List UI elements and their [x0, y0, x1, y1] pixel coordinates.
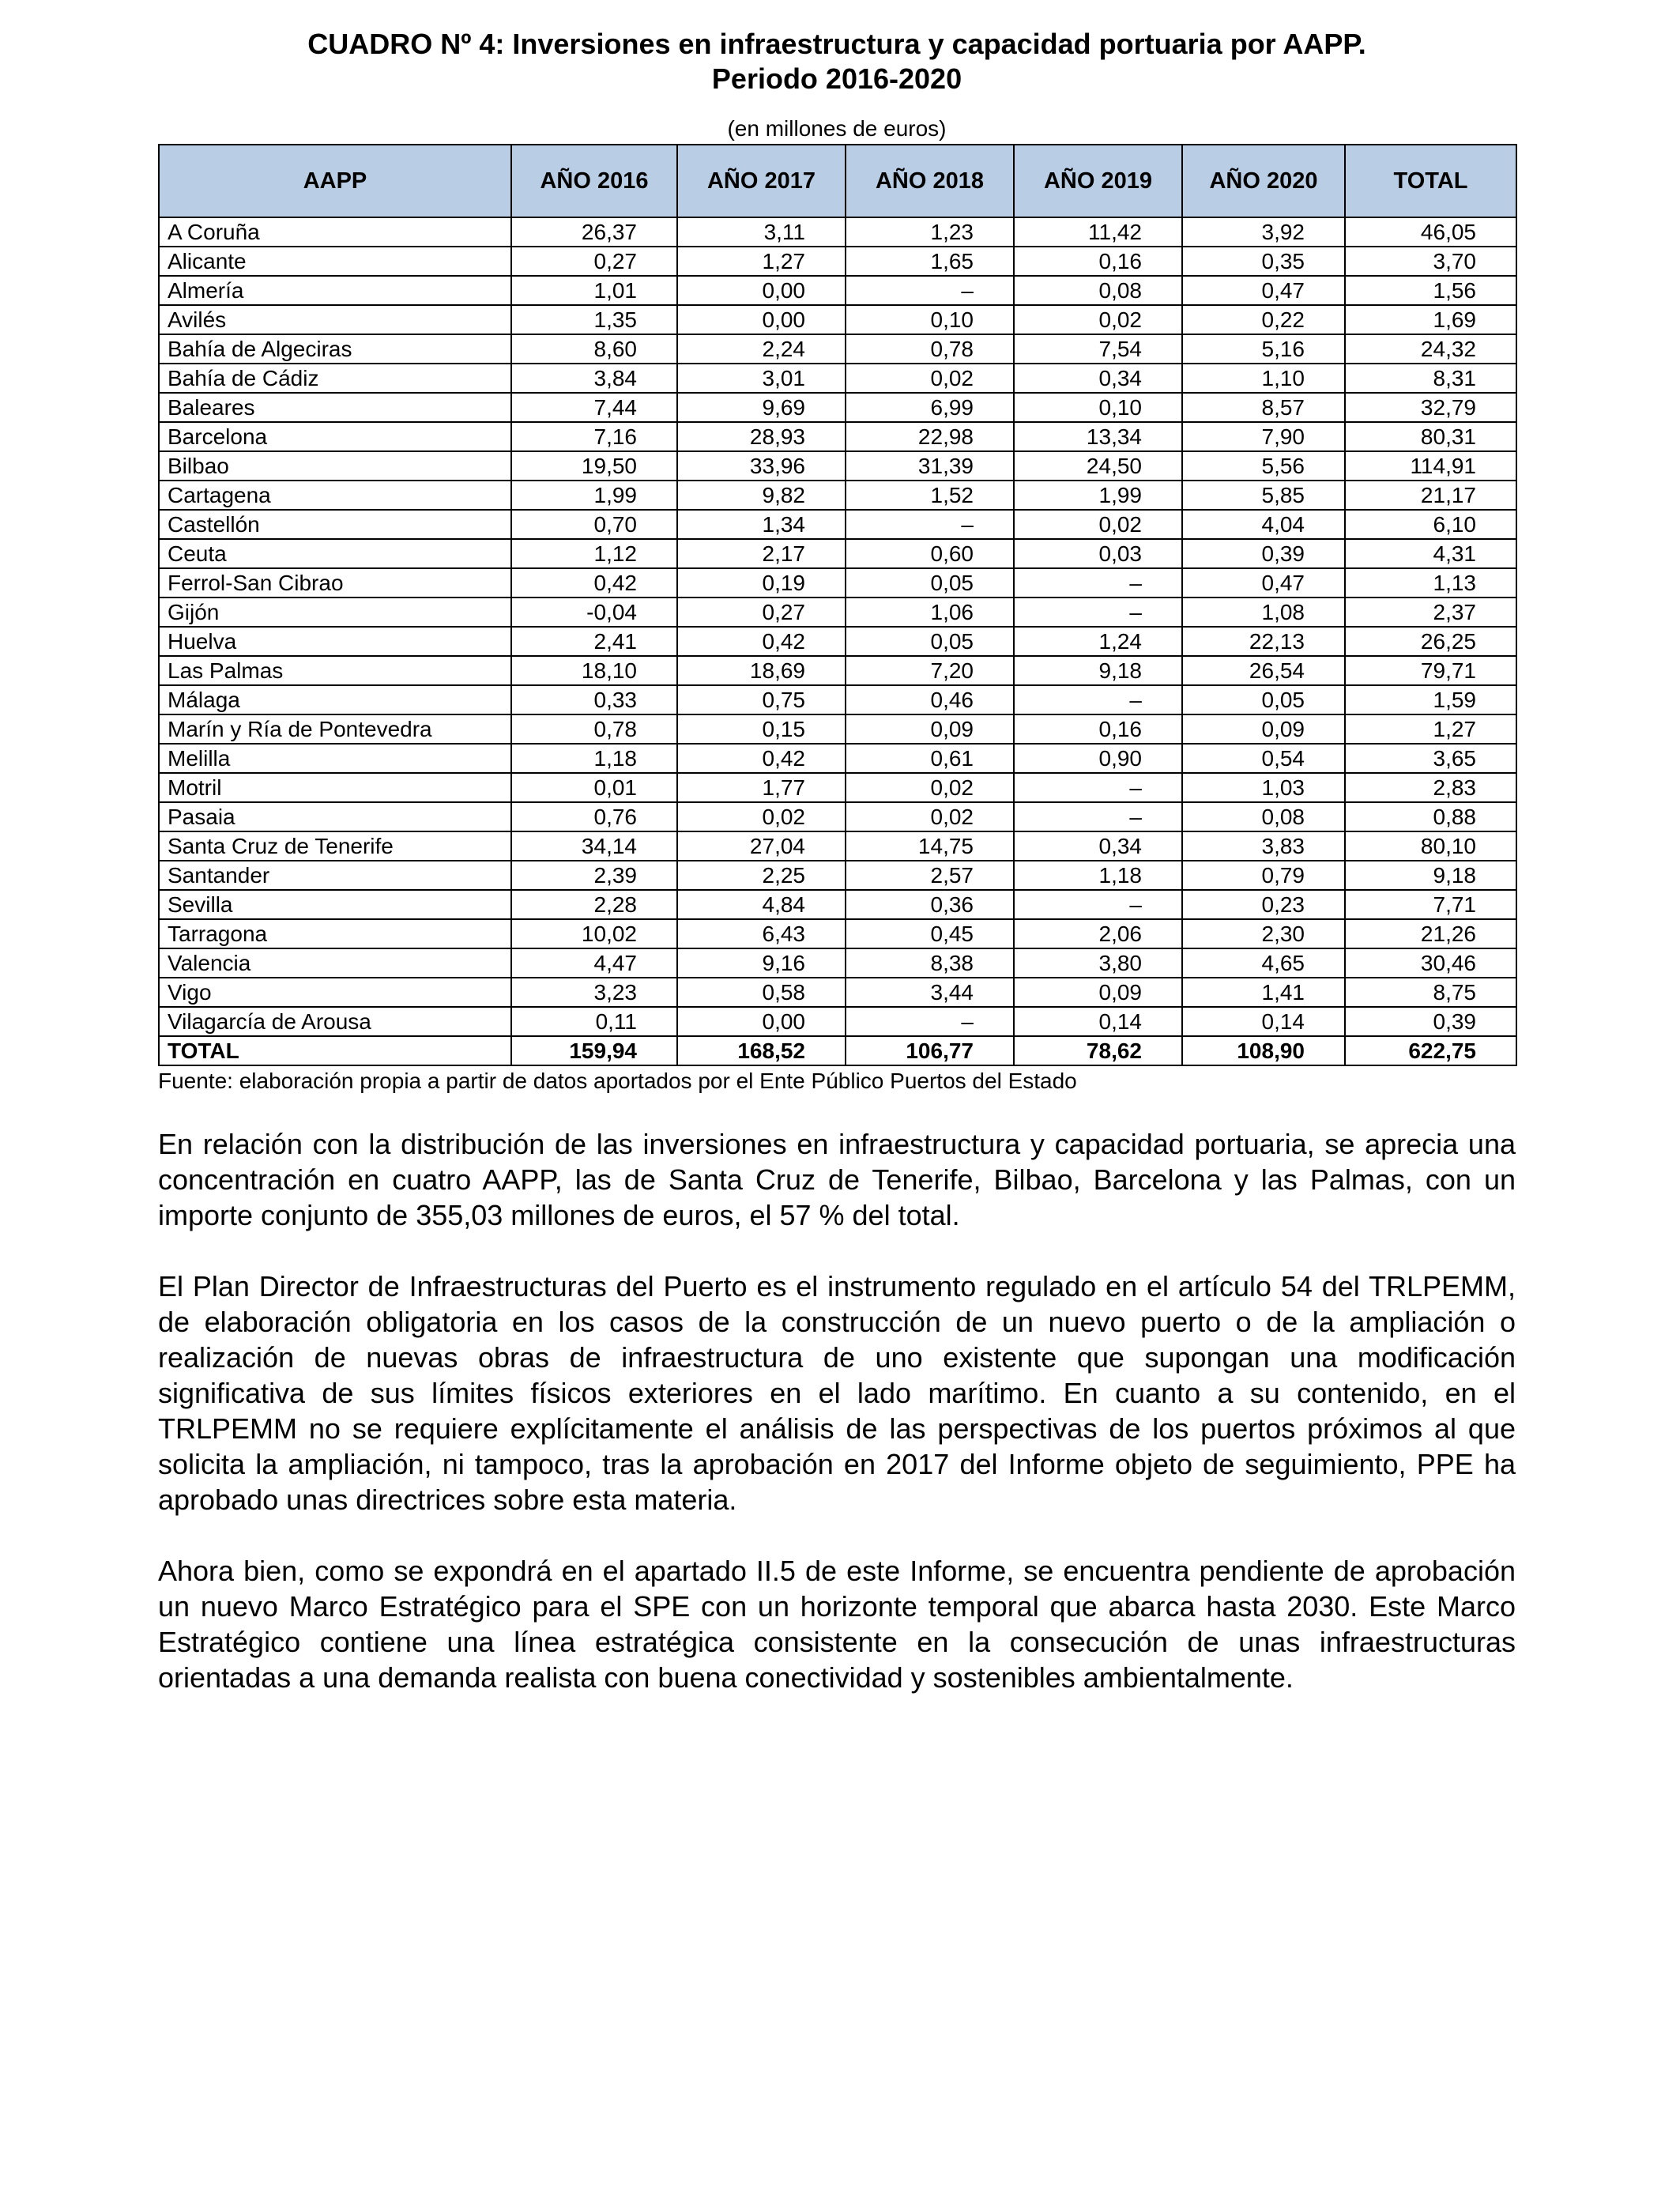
paragraph-3: Ahora bien, como se expondrá en el apartado II.5 de este Informe, se encuentra pendiente de aprobación un nuevo Marco Estratégico para el SPE con un horizonte temporal que abarca hasta 2030. Este Marco Estratégico contiene una línea estratégica consistente en la consecución de unas infraestructuras orientadas a una demanda realista con buena conectividad y sostenibles ambientalmente. [158, 1555, 1516, 1694]
table-row [159, 364, 1516, 393]
table-cell-value: 0,46 [846, 685, 1014, 714]
table-cell-value: 3,80 [1014, 948, 1182, 978]
table-cell-value: 26,37 [511, 217, 677, 247]
table-cell-value: 2,41 [511, 627, 677, 656]
table-row [159, 978, 1516, 1007]
port-authority-name: Alicante [159, 247, 511, 276]
table-cell-value: 5,56 [1182, 451, 1345, 481]
table-cell-value: 4,65 [1182, 948, 1345, 978]
table-cell-value: 1,59 [1345, 685, 1516, 714]
port-authority-name: Huelva [159, 627, 511, 656]
table-cell-value: 0,02 [677, 802, 846, 831]
table-cell-value: 0,78 [846, 334, 1014, 364]
port-authority-name: Santa Cruz de Tenerife [159, 831, 511, 861]
table-cell-value: 8,38 [846, 948, 1014, 978]
table-cell-value: 0,45 [846, 919, 1014, 948]
table-cell-value: 2,17 [677, 539, 846, 568]
port-authority-name: Málaga [159, 685, 511, 714]
table-cell-value: 0,23 [1182, 890, 1345, 919]
table-cell-value: – [846, 276, 1014, 305]
table-cell-value: 0,16 [1014, 247, 1182, 276]
total-value: 78,62 [1014, 1036, 1182, 1065]
table-cell-value: 3,84 [511, 364, 677, 393]
table-cell-value: 0,34 [1014, 831, 1182, 861]
paragraph-1: En relación con la distribución de las inversiones en infraestructura y capacidad portuaria, se aprecia una concentración en cuatro AAPP, las de Santa Cruz de Tenerife, Bilbao, Barcelona y las Palmas, con un importe conjunto de 355,03 millones de euros, el 57 % del total. [158, 1128, 1516, 1231]
table-cell-value: 1,41 [1182, 978, 1345, 1007]
table-cell-value: 0,42 [677, 627, 846, 656]
table-cell-value: 1,01 [511, 276, 677, 305]
table-row [159, 627, 1516, 656]
total-label: TOTAL [159, 1036, 511, 1065]
table-cell-value: – [1014, 802, 1182, 831]
table-cell-value: 7,54 [1014, 334, 1182, 364]
table-cell-value: 1,52 [846, 481, 1014, 510]
table-cell-value: 0,27 [677, 598, 846, 627]
table-cell-value: 0,90 [1014, 744, 1182, 773]
table-cell-value: 0,05 [846, 627, 1014, 656]
table-row [159, 334, 1516, 364]
table-cell-value: 79,71 [1345, 656, 1516, 685]
table-cell-value: 0,03 [1014, 539, 1182, 568]
port-authority-name: Ceuta [159, 539, 511, 568]
table-row [159, 510, 1516, 539]
table-row [159, 481, 1516, 510]
table-cell-value: 9,82 [677, 481, 846, 510]
table-row [159, 890, 1516, 919]
table-cell-value: 1,08 [1182, 598, 1345, 627]
table-cell-value: 0,02 [846, 773, 1014, 802]
table-cell-value: 2,83 [1345, 773, 1516, 802]
table-cell-value: 0,27 [511, 247, 677, 276]
table-cell-value: 13,34 [1014, 422, 1182, 451]
port-authority-name: Vigo [159, 978, 511, 1007]
table-cell-value: 8,31 [1345, 364, 1516, 393]
table-cell-value: 22,98 [846, 422, 1014, 451]
table-cell-value: 3,65 [1345, 744, 1516, 773]
table-cell-value: 9,18 [1345, 861, 1516, 890]
table-header-row [159, 145, 1516, 217]
table-cell-value: 19,50 [511, 451, 677, 481]
table-cell-value: 0,42 [677, 744, 846, 773]
table-row [159, 1007, 1516, 1036]
table-cell-value: 8,60 [511, 334, 677, 364]
table-row [159, 948, 1516, 978]
column-header: TOTAL [1345, 145, 1516, 217]
table-title [158, 27, 1516, 96]
table-cell-value: 4,04 [1182, 510, 1345, 539]
table-cell-value: – [1014, 890, 1182, 919]
table-row [159, 276, 1516, 305]
total-value: 159,94 [511, 1036, 677, 1065]
table-title-line-2: Periodo 2016-2020 [711, 62, 962, 95]
table-cell-value: 0,14 [1014, 1007, 1182, 1036]
table-cell-value: – [1014, 773, 1182, 802]
table-cell-value: 1,99 [511, 481, 677, 510]
table-cell-value: 7,44 [511, 393, 677, 422]
table-cell-value: 0,54 [1182, 744, 1345, 773]
total-value: 108,90 [1182, 1036, 1345, 1065]
table-cell-value: 0,78 [511, 714, 677, 744]
table-cell-value: – [1014, 568, 1182, 598]
table-row [159, 919, 1516, 948]
table-cell-value: 0,19 [677, 568, 846, 598]
table-row [159, 568, 1516, 598]
port-authority-name: Sevilla [159, 890, 511, 919]
table-cell-value: 3,92 [1182, 217, 1345, 247]
table-units-note: (en millones de euros) [727, 116, 947, 141]
table-cell-value: 0,79 [1182, 861, 1345, 890]
table-cell-value: 21,26 [1345, 919, 1516, 948]
table-cell-value: 0,39 [1182, 539, 1345, 568]
column-header: AÑO 2016 [511, 145, 677, 217]
port-authority-name: Melilla [159, 744, 511, 773]
table-title-line-1: CUADRO Nº 4: Inversiones en infraestructura y capacidad portuaria por AAPP. [307, 28, 1366, 60]
table-cell-value: 0,47 [1182, 568, 1345, 598]
table-cell-value: 0,75 [677, 685, 846, 714]
table-cell-value: 0,60 [846, 539, 1014, 568]
total-value: 622,75 [1345, 1036, 1516, 1065]
table-cell-value: 0,09 [1182, 714, 1345, 744]
table-cell-value: 0,00 [677, 1007, 846, 1036]
table-cell-value: 80,10 [1345, 831, 1516, 861]
table-cell-value: 0,05 [846, 568, 1014, 598]
port-authority-name: Marín y Ría de Pontevedra [159, 714, 511, 744]
table-cell-value: 0,10 [846, 305, 1014, 334]
port-authority-name: Pasaia [159, 802, 511, 831]
table-cell-value: 28,93 [677, 422, 846, 451]
table-cell-value: 1,77 [677, 773, 846, 802]
table-cell-value: 5,16 [1182, 334, 1345, 364]
port-authority-name: Bahía de Cádiz [159, 364, 511, 393]
table-cell-value: 114,91 [1345, 451, 1516, 481]
table-cell-value: 9,16 [677, 948, 846, 978]
table-cell-value: 26,54 [1182, 656, 1345, 685]
table-cell-value: 0,00 [677, 276, 846, 305]
table-row [159, 831, 1516, 861]
table-cell-value: 3,01 [677, 364, 846, 393]
table-cell-value: 46,05 [1345, 217, 1516, 247]
table-cell-value: 21,17 [1345, 481, 1516, 510]
table-cell-value: 1,03 [1182, 773, 1345, 802]
table-cell-value: 1,06 [846, 598, 1014, 627]
port-authority-name: Avilés [159, 305, 511, 334]
table-cell-value: 7,20 [846, 656, 1014, 685]
table-cell-value: – [846, 1007, 1014, 1036]
port-authority-name: Almería [159, 276, 511, 305]
table-cell-value: 0,39 [1345, 1007, 1516, 1036]
table-cell-value: 0,02 [846, 364, 1014, 393]
table-cell-value: 3,23 [511, 978, 677, 1007]
table-cell-value: 8,57 [1182, 393, 1345, 422]
table-cell-value: 10,02 [511, 919, 677, 948]
table-cell-value: 0,14 [1182, 1007, 1345, 1036]
port-authority-name: Valencia [159, 948, 511, 978]
table-cell-value: 1,12 [511, 539, 677, 568]
port-authority-name: Motril [159, 773, 511, 802]
table-cell-value: 3,44 [846, 978, 1014, 1007]
table-cell-value: 18,69 [677, 656, 846, 685]
table-row [159, 685, 1516, 714]
table-cell-value: 2,25 [677, 861, 846, 890]
table-cell-value: 1,35 [511, 305, 677, 334]
table-cell-value: 0,22 [1182, 305, 1345, 334]
port-authority-name: Las Palmas [159, 656, 511, 685]
table-cell-value: 27,04 [677, 831, 846, 861]
table-cell-value: 0,61 [846, 744, 1014, 773]
table-cell-value: 2,37 [1345, 598, 1516, 627]
table-cell-value: 0,58 [677, 978, 846, 1007]
table-cell-value: 1,18 [511, 744, 677, 773]
table-cell-value: 9,18 [1014, 656, 1182, 685]
table-cell-value: 1,65 [846, 247, 1014, 276]
table-cell-value: 0,02 [1014, 305, 1182, 334]
table-cell-value: 0,09 [1014, 978, 1182, 1007]
table-cell-value: 30,46 [1345, 948, 1516, 978]
table-cell-value: 0,10 [1014, 393, 1182, 422]
table-cell-value: 6,10 [1345, 510, 1516, 539]
table-cell-value: 4,31 [1345, 539, 1516, 568]
table-cell-value: 6,99 [846, 393, 1014, 422]
investment-table [158, 144, 1517, 1066]
table-cell-value: 0,16 [1014, 714, 1182, 744]
table-cell-value: -0,04 [511, 598, 677, 627]
table-cell-value: 1,24 [1014, 627, 1182, 656]
table-row [159, 422, 1516, 451]
table-cell-value: – [846, 510, 1014, 539]
table-row [159, 598, 1516, 627]
table-cell-value: 0,42 [511, 568, 677, 598]
table-cell-value: 2,28 [511, 890, 677, 919]
table-cell-value: 32,79 [1345, 393, 1516, 422]
port-authority-name: Santander [159, 861, 511, 890]
table-cell-value: 0,15 [677, 714, 846, 744]
table-cell-value: 1,34 [677, 510, 846, 539]
table-cell-value: 0,36 [846, 890, 1014, 919]
table-row [159, 744, 1516, 773]
table-row [159, 861, 1516, 890]
table-cell-value: 7,90 [1182, 422, 1345, 451]
table-cell-value: 0,88 [1345, 802, 1516, 831]
table-cell-value: – [1014, 598, 1182, 627]
table-cell-value: 1,18 [1014, 861, 1182, 890]
table-cell-value: 0,08 [1014, 276, 1182, 305]
table-cell-value: 0,08 [1182, 802, 1345, 831]
table-cell-value: 26,25 [1345, 627, 1516, 656]
table-cell-value: 6,43 [677, 919, 846, 948]
table-cell-value: 8,75 [1345, 978, 1516, 1007]
port-authority-name: Barcelona [159, 422, 511, 451]
table-cell-value: 0,02 [846, 802, 1014, 831]
table-cell-value: 5,85 [1182, 481, 1345, 510]
table-cell-value: 2,24 [677, 334, 846, 364]
table-row [159, 773, 1516, 802]
table-cell-value: 1,13 [1345, 568, 1516, 598]
table-row [159, 539, 1516, 568]
table-row [159, 714, 1516, 744]
column-header: AÑO 2019 [1014, 145, 1182, 217]
table-cell-value: 1,10 [1182, 364, 1345, 393]
table-cell-value: 0,02 [1014, 510, 1182, 539]
port-authority-name: Gijón [159, 598, 511, 627]
table-cell-value: 0,01 [511, 773, 677, 802]
table-cell-value: 22,13 [1182, 627, 1345, 656]
total-value: 106,77 [846, 1036, 1014, 1065]
table-cell-value: 0,47 [1182, 276, 1345, 305]
port-authority-name: Bahía de Algeciras [159, 334, 511, 364]
table-cell-value: 24,50 [1014, 451, 1182, 481]
table-cell-value: 1,69 [1345, 305, 1516, 334]
port-authority-name: Bilbao [159, 451, 511, 481]
table-cell-value: 3,83 [1182, 831, 1345, 861]
paragraph-2: El Plan Director de Infraestructuras del Puerto es el instrumento regulado en el artículo 54 del TRLPEMM, de elaboración obligatoria en los casos de la construcción de un nuevo puerto o de la ampliación o realización de nuevas obras de infraestructura de uno existente que supongan una modificación significativa de sus límites físicos exteriores en el lado marítimo. En cuanto a su contenido, en el TRLPEMM no se requiere explícitamente el análisis de las perspectivas de los puertos próximos al que solicita la ampliación, ni tampoco, tras la aprobación en 2017 del Informe objeto de seguimiento, PPE ha aprobado unas directrices sobre esta materia. [158, 1270, 1516, 1516]
table-cell-value: 34,14 [511, 831, 677, 861]
table-cell-value: 0,11 [511, 1007, 677, 1036]
table-cell-value: 9,69 [677, 393, 846, 422]
table-cell-value: 1,23 [846, 217, 1014, 247]
port-authority-name: Vilagarcía de Arousa [159, 1007, 511, 1036]
port-authority-name: Castellón [159, 510, 511, 539]
table-cell-value: 1,56 [1345, 276, 1516, 305]
table-cell-value: 3,11 [677, 217, 846, 247]
table-cell-value: 31,39 [846, 451, 1014, 481]
port-authority-name: Ferrol-San Cibrao [159, 568, 511, 598]
table-cell-value: 14,75 [846, 831, 1014, 861]
port-authority-name: Cartagena [159, 481, 511, 510]
table-cell-value: 2,39 [511, 861, 677, 890]
table-row [159, 451, 1516, 481]
table-cell-value: 4,84 [677, 890, 846, 919]
table-cell-value: 24,32 [1345, 334, 1516, 364]
table-cell-value: 18,10 [511, 656, 677, 685]
document-page [158, 27, 1516, 1695]
column-header: AÑO 2017 [677, 145, 846, 217]
column-header: AÑO 2020 [1182, 145, 1345, 217]
table-cell-value: 0,76 [511, 802, 677, 831]
total-value: 168,52 [677, 1036, 846, 1065]
port-authority-name: A Coruña [159, 217, 511, 247]
table-cell-value: 2,06 [1014, 919, 1182, 948]
table-cell-value: 0,09 [846, 714, 1014, 744]
table-row [159, 393, 1516, 422]
table-cell-value: 7,16 [511, 422, 677, 451]
table-cell-value: 7,71 [1345, 890, 1516, 919]
table-cell-value: 3,70 [1345, 247, 1516, 276]
table-cell-value: 33,96 [677, 451, 846, 481]
table-body [159, 217, 1516, 1065]
table-cell-value: 0,33 [511, 685, 677, 714]
table-row [159, 247, 1516, 276]
column-header: AÑO 2018 [846, 145, 1014, 217]
column-header: AAPP [159, 145, 511, 217]
table-cell-value: 0,70 [511, 510, 677, 539]
port-authority-name: Baleares [159, 393, 511, 422]
table-row [159, 656, 1516, 685]
table-cell-value: 0,05 [1182, 685, 1345, 714]
table-total-row [159, 1036, 1516, 1065]
table-cell-value: 0,35 [1182, 247, 1345, 276]
table-source-note: Fuente: elaboración propia a partir de datos aportados por el Ente Público Puertos del Estado [158, 1069, 1077, 1093]
table-cell-value: – [1014, 685, 1182, 714]
table-cell-value: 0,00 [677, 305, 846, 334]
table-cell-value: 1,99 [1014, 481, 1182, 510]
table-row [159, 217, 1516, 247]
table-cell-value: 4,47 [511, 948, 677, 978]
table-cell-value: 80,31 [1345, 422, 1516, 451]
table-row [159, 305, 1516, 334]
table-row [159, 802, 1516, 831]
table-cell-value: 2,57 [846, 861, 1014, 890]
table-cell-value: 1,27 [677, 247, 846, 276]
port-authority-name: Tarragona [159, 919, 511, 948]
table-cell-value: 11,42 [1014, 217, 1182, 247]
table-cell-value: 0,34 [1014, 364, 1182, 393]
table-cell-value: 2,30 [1182, 919, 1345, 948]
table-cell-value: 1,27 [1345, 714, 1516, 744]
